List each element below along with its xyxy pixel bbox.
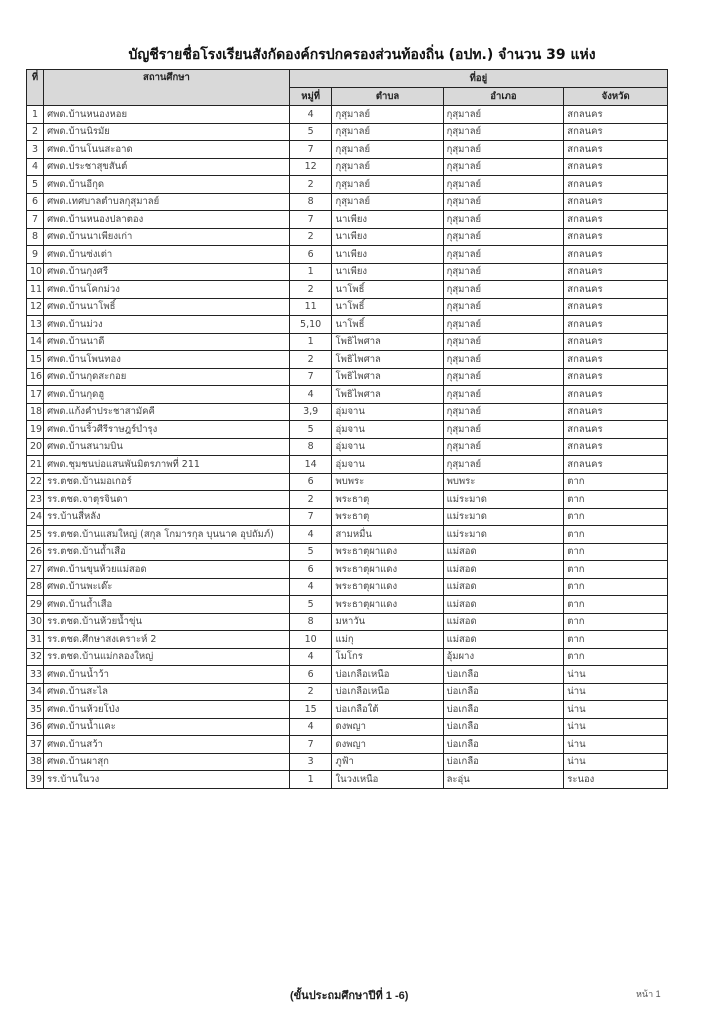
tambon-cell: อุ่มจาน [332,403,443,421]
table-row [27,316,668,334]
tambon-cell: อุ่มจาน [332,421,443,439]
row-number-cell: 14 [27,333,44,351]
tambon-cell: ดงพญา [332,718,443,736]
village-number-cell: 2 [289,683,332,701]
table-row [27,176,668,194]
village-number-cell: 3 [289,753,332,771]
table-row [27,403,668,421]
row-number-cell: 8 [27,228,44,246]
table-row [27,141,668,159]
footer-education-level: (ขั้นประถมศึกษาปีที่ 1 -6) [290,990,409,1002]
village-number-cell: 1 [289,333,332,351]
school-name-cell: ศพด.ชุมชนบ่อแสนพันมิตรภาพที่ 211 [44,456,290,474]
table-row [27,526,668,544]
tambon-cell: กุสุมาลย์ [332,106,443,124]
amphoe-cell: แม่สอด [443,543,564,561]
amphoe-cell: กุสุมาลย์ [443,123,564,141]
table-row [27,701,668,719]
row-number-cell: 36 [27,718,44,736]
row-number-cell: 38 [27,753,44,771]
village-number-cell: 2 [289,228,332,246]
tambon-cell: พระธาตุผาแดง [332,543,443,561]
row-number-cell: 2 [27,123,44,141]
province-cell: สกลนคร [564,351,668,369]
school-name-cell: รร.ตชด.จาตุรจินดา [44,491,290,509]
row-number-cell: 34 [27,683,44,701]
amphoe-cell: กุสุมาลย์ [443,403,564,421]
tambon-cell: ดงพญา [332,736,443,754]
village-number-cell: 14 [289,456,332,474]
school-name-cell: ศพด.บ้านโนนสะอาด [44,141,290,159]
village-number-cell: 1 [289,771,332,789]
village-number-cell: 7 [289,508,332,526]
province-cell: สกลนคร [564,316,668,334]
table-row [27,438,668,456]
village-number-cell: 6 [289,561,332,579]
document-title: บัญชีรายชื่อโรงเรียนสังกัดองค์กรปกครองส่วนท้องถิ่น (อปท.) จำนวน 39 แห่ง [128,47,596,63]
school-name-cell: รร.ตชด.บ้านถ้ำเสือ [44,543,290,561]
header-province: จังหวัด [564,88,668,106]
province-cell: สกลนคร [564,246,668,264]
school-name-cell: ศพด.เทศบาลตำบลกุสุมาลย์ [44,193,290,211]
table-row [27,613,668,631]
row-number-cell: 20 [27,438,44,456]
tambon-cell: ในวงเหนือ [332,771,443,789]
village-number-cell: 4 [289,578,332,596]
village-number-cell: 8 [289,438,332,456]
amphoe-cell: กุสุมาลย์ [443,106,564,124]
province-cell: ตาก [564,578,668,596]
province-cell: สกลนคร [564,438,668,456]
province-cell: สกลนคร [564,263,668,281]
row-number-cell: 4 [27,158,44,176]
amphoe-cell: แม่สอด [443,578,564,596]
tambon-cell: กุสุมาลย์ [332,158,443,176]
school-name-cell: ศพด.บ้านสนามบิน [44,438,290,456]
province-cell: สกลนคร [564,141,668,159]
amphoe-cell: กุสุมาลย์ [443,141,564,159]
table-row [27,386,668,404]
province-cell: ตาก [564,596,668,614]
village-number-cell: 2 [289,176,332,194]
schools-table [26,69,668,789]
village-number-cell: 4 [289,648,332,666]
row-number-cell: 27 [27,561,44,579]
school-name-cell: ศพด.บ้านกุงศรี [44,263,290,281]
school-name-cell: ศพด.บ้านถ้ำเสือ [44,596,290,614]
village-number-cell: 5 [289,596,332,614]
province-cell: ตาก [564,491,668,509]
province-cell: สกลนคร [564,333,668,351]
table-row [27,473,668,491]
school-name-cell: ศพด.บ้านนาดี [44,333,290,351]
village-number-cell: 6 [289,666,332,684]
tambon-cell: อุ่มจาน [332,438,443,456]
school-name-cell: รร.ตชด.บ้านมอเกอร์ [44,473,290,491]
tambon-cell: โพธิไพศาล [332,386,443,404]
row-number-cell: 16 [27,368,44,386]
tambon-cell: พระธาตุ [332,491,443,509]
village-number-cell: 11 [289,298,332,316]
village-number-cell: 8 [289,613,332,631]
school-name-cell: ศพด.บ้านหนองปลาตอง [44,211,290,229]
table-row [27,281,668,299]
school-name-cell: ศพด.บ้านนิรมัย [44,123,290,141]
village-number-cell: 5 [289,421,332,439]
village-number-cell: 6 [289,473,332,491]
school-name-cell: ศพด.บ้านขุนห้วยแม่สอด [44,561,290,579]
school-name-cell: ศพด.บ้านน้ำแคะ [44,718,290,736]
row-number-cell: 33 [27,666,44,684]
amphoe-cell: แม่ระมาด [443,491,564,509]
tambon-cell: กุสุมาลย์ [332,141,443,159]
province-cell: น่าน [564,736,668,754]
header-tambon: ตำบล [332,88,443,106]
row-number-cell: 32 [27,648,44,666]
amphoe-cell: กุสุมาลย์ [443,176,564,194]
school-name-cell: ศพด.ประชาสุขสันต์ [44,158,290,176]
amphoe-cell: แม่ระมาด [443,508,564,526]
row-number-cell: 23 [27,491,44,509]
school-name-cell: ศพด.บ้านนาเพียงเก่า [44,228,290,246]
province-cell: สกลนคร [564,211,668,229]
school-name-cell: ศพด.บ้านกุดฮู [44,386,290,404]
row-number-cell: 5 [27,176,44,194]
header-school: สถานศึกษา [44,70,290,106]
school-name-cell: ศพด.บ้านน้ำว้า [44,666,290,684]
school-name-cell: รร.ตชด.บ้านแม่กลองใหญ่ [44,648,290,666]
amphoe-cell: ละอุ่น [443,771,564,789]
table-body [27,106,668,789]
school-name-cell: ศพด.บ้านผาสุก [44,753,290,771]
amphoe-cell: กุสุมาลย์ [443,316,564,334]
tambon-cell: กุสุมาลย์ [332,123,443,141]
amphoe-cell: กุสุมาลย์ [443,351,564,369]
province-cell: สกลนคร [564,368,668,386]
village-number-cell: 8 [289,193,332,211]
village-number-cell: 4 [289,526,332,544]
village-number-cell: 10 [289,631,332,649]
row-number-cell: 25 [27,526,44,544]
province-cell: สกลนคร [564,158,668,176]
school-name-cell: รร.ตชด.บ้านแสมใหญ่ (สกุล โกมารกุล บุนนาค อุปถัมภ์) [44,526,290,544]
province-cell: สกลนคร [564,193,668,211]
tambon-cell: พระธาตุ [332,508,443,526]
village-number-cell: 7 [289,736,332,754]
table-row [27,561,668,579]
village-number-cell: 7 [289,368,332,386]
village-number-cell: 6 [289,246,332,264]
header-address: ที่อยู่ [289,70,667,88]
table-row [27,666,668,684]
province-cell: น่าน [564,683,668,701]
table-row [27,718,668,736]
row-number-cell: 17 [27,386,44,404]
table-row [27,298,668,316]
tambon-cell: ภูฟ้า [332,753,443,771]
school-name-cell: รร.ตชด.บ้านห้วยน้ำขุ่น [44,613,290,631]
amphoe-cell: กุสุมาลย์ [443,158,564,176]
header-row-main [27,70,668,88]
school-name-cell: ศพด.บ้านโคกม่วง [44,281,290,299]
tambon-cell: กุสุมาลย์ [332,193,443,211]
village-number-cell: 1 [289,263,332,281]
tambon-cell: โมโกร [332,648,443,666]
row-number-cell: 1 [27,106,44,124]
amphoe-cell: บ่อเกลือ [443,718,564,736]
amphoe-cell: กุสุมาลย์ [443,193,564,211]
table-row [27,753,668,771]
row-number-cell: 30 [27,613,44,631]
row-number-cell: 21 [27,456,44,474]
row-number-cell: 15 [27,351,44,369]
table-row [27,351,668,369]
table-row [27,193,668,211]
amphoe-cell: แม่สอด [443,561,564,579]
tambon-cell: โพธิไพศาล [332,333,443,351]
amphoe-cell: แม่สอด [443,596,564,614]
table-row [27,543,668,561]
row-number-cell: 37 [27,736,44,754]
amphoe-cell: กุสุมาลย์ [443,281,564,299]
table-row [27,211,668,229]
tambon-cell: โพธิไพศาล [332,368,443,386]
school-name-cell: ศพด.บ้านซ่งเต่า [44,246,290,264]
school-name-cell: ศพด.บ้านกุดสะกอย [44,368,290,386]
table-row [27,246,668,264]
school-name-cell: ศพด.บ้านนาโพธิ์ [44,298,290,316]
village-number-cell: 4 [289,718,332,736]
province-cell: สกลนคร [564,106,668,124]
school-name-cell: ศพด.บ้านม่วง [44,316,290,334]
table-row [27,228,668,246]
row-number-cell: 35 [27,701,44,719]
school-name-cell: ศพด.บ้านห้วยโป่ง [44,701,290,719]
table-row [27,158,668,176]
amphoe-cell: แม่สอด [443,631,564,649]
province-cell: สกลนคร [564,421,668,439]
table-row [27,123,668,141]
tambon-cell: บ่อเกลือเหนือ [332,666,443,684]
amphoe-cell: กุสุมาลย์ [443,421,564,439]
tambon-cell: โพธิไพศาล [332,351,443,369]
tambon-cell: นาโพธิ์ [332,281,443,299]
village-number-cell: 12 [289,158,332,176]
village-number-cell: 5 [289,123,332,141]
table-row [27,596,668,614]
row-number-cell: 39 [27,771,44,789]
province-cell: สกลนคร [564,281,668,299]
school-name-cell: ศพด.บ้านสว้า [44,736,290,754]
table-row [27,106,668,124]
province-cell: ตาก [564,613,668,631]
village-number-cell: 5,10 [289,316,332,334]
header-no: ที่ [27,70,44,106]
amphoe-cell: บ่อเกลือ [443,701,564,719]
amphoe-cell: บ่อเกลือ [443,666,564,684]
table-row [27,263,668,281]
row-number-cell: 26 [27,543,44,561]
province-cell: สกลนคร [564,228,668,246]
row-number-cell: 24 [27,508,44,526]
amphoe-cell: กุสุมาลย์ [443,368,564,386]
amphoe-cell: กุสุมาลย์ [443,456,564,474]
province-cell: ตาก [564,526,668,544]
table-row [27,683,668,701]
tambon-cell: บ่อเกลือใต้ [332,701,443,719]
amphoe-cell: กุสุมาลย์ [443,228,564,246]
row-number-cell: 10 [27,263,44,281]
row-number-cell: 22 [27,473,44,491]
province-cell: ระนอง [564,771,668,789]
village-number-cell: 7 [289,141,332,159]
table-row [27,421,668,439]
tambon-cell: กุสุมาลย์ [332,176,443,194]
table-row [27,508,668,526]
amphoe-cell: กุสุมาลย์ [443,333,564,351]
amphoe-cell: บ่อเกลือ [443,753,564,771]
amphoe-cell: อุ้มผาง [443,648,564,666]
amphoe-cell: บ่อเกลือ [443,683,564,701]
row-number-cell: 28 [27,578,44,596]
school-name-cell: ศพด.บ้านพะเด๊ะ [44,578,290,596]
row-number-cell: 29 [27,596,44,614]
amphoe-cell: กุสุมาลย์ [443,246,564,264]
row-number-cell: 6 [27,193,44,211]
province-cell: น่าน [564,666,668,684]
province-cell: สกลนคร [564,123,668,141]
tambon-cell: สามหมื่น [332,526,443,544]
table-row [27,491,668,509]
amphoe-cell: กุสุมาลย์ [443,386,564,404]
amphoe-cell: กุสุมาลย์ [443,298,564,316]
tambon-cell: พระธาตุผาแดง [332,561,443,579]
table-row [27,648,668,666]
table-row [27,333,668,351]
school-name-cell: ศพด.แก้งคำประชาสามัคคี [44,403,290,421]
school-name-cell: ศพด.บ้านหนองหอย [44,106,290,124]
row-number-cell: 13 [27,316,44,334]
tambon-cell: นาโพธิ์ [332,298,443,316]
village-number-cell: 2 [289,491,332,509]
province-cell: ตาก [564,473,668,491]
province-cell: น่าน [564,718,668,736]
tambon-cell: แม่กุ [332,631,443,649]
tambon-cell: นาโพธิ์ [332,316,443,334]
province-cell: สกลนคร [564,403,668,421]
amphoe-cell: กุสุมาลย์ [443,263,564,281]
province-cell: สกลนคร [564,386,668,404]
school-name-cell: ศพด.บ้านสะไล [44,683,290,701]
village-number-cell: 4 [289,386,332,404]
row-number-cell: 11 [27,281,44,299]
tambon-cell: พระธาตุผาแดง [332,578,443,596]
tambon-cell: นาเพียง [332,246,443,264]
tambon-cell: พบพระ [332,473,443,491]
province-cell: ตาก [564,631,668,649]
table-row [27,631,668,649]
amphoe-cell: กุสุมาลย์ [443,438,564,456]
school-name-cell: รร.ตชด.ศึกษาสงเคราะห์ 2 [44,631,290,649]
village-number-cell: 5 [289,543,332,561]
row-number-cell: 7 [27,211,44,229]
school-name-cell: รร.บ้านสี่หลัง [44,508,290,526]
row-number-cell: 3 [27,141,44,159]
province-cell: ตาก [564,648,668,666]
school-name-cell: ศพด.บ้านโพนทอง [44,351,290,369]
school-name-cell: รร.บ้านในวง [44,771,290,789]
page-number: หน้า 1 [636,989,661,999]
header-amphoe: อำเภอ [443,88,564,106]
row-number-cell: 9 [27,246,44,264]
village-number-cell: 3,9 [289,403,332,421]
province-cell: ตาก [564,561,668,579]
table-row [27,456,668,474]
village-number-cell: 2 [289,281,332,299]
tambon-cell: อุ่มจาน [332,456,443,474]
header-moo: หมู่ที่ [289,88,332,106]
tambon-cell: มหาวัน [332,613,443,631]
village-number-cell: 2 [289,351,332,369]
village-number-cell: 4 [289,106,332,124]
row-number-cell: 31 [27,631,44,649]
row-number-cell: 18 [27,403,44,421]
province-cell: สกลนคร [564,456,668,474]
school-name-cell: ศพด.บ้านริ้วศีรีราษฎร์บำรุง [44,421,290,439]
table-row [27,736,668,754]
province-cell: สกลนคร [564,298,668,316]
amphoe-cell: แม่ระมาด [443,526,564,544]
table-row [27,771,668,789]
table-row [27,368,668,386]
village-number-cell: 15 [289,701,332,719]
row-number-cell: 19 [27,421,44,439]
tambon-cell: บ่อเกลือเหนือ [332,683,443,701]
tambon-cell: พระธาตุผาแดง [332,596,443,614]
table-row [27,578,668,596]
province-cell: ตาก [564,508,668,526]
tambon-cell: นาเพียง [332,228,443,246]
province-cell: น่าน [564,701,668,719]
amphoe-cell: พบพระ [443,473,564,491]
tambon-cell: นาเพียง [332,211,443,229]
tambon-cell: นาเพียง [332,263,443,281]
province-cell: น่าน [564,753,668,771]
village-number-cell: 7 [289,211,332,229]
row-number-cell: 12 [27,298,44,316]
province-cell: ตาก [564,543,668,561]
amphoe-cell: แม่สอด [443,613,564,631]
province-cell: สกลนคร [564,176,668,194]
school-name-cell: ศพด.บ้านอีกุด [44,176,290,194]
amphoe-cell: กุสุมาลย์ [443,211,564,229]
amphoe-cell: บ่อเกลือ [443,736,564,754]
